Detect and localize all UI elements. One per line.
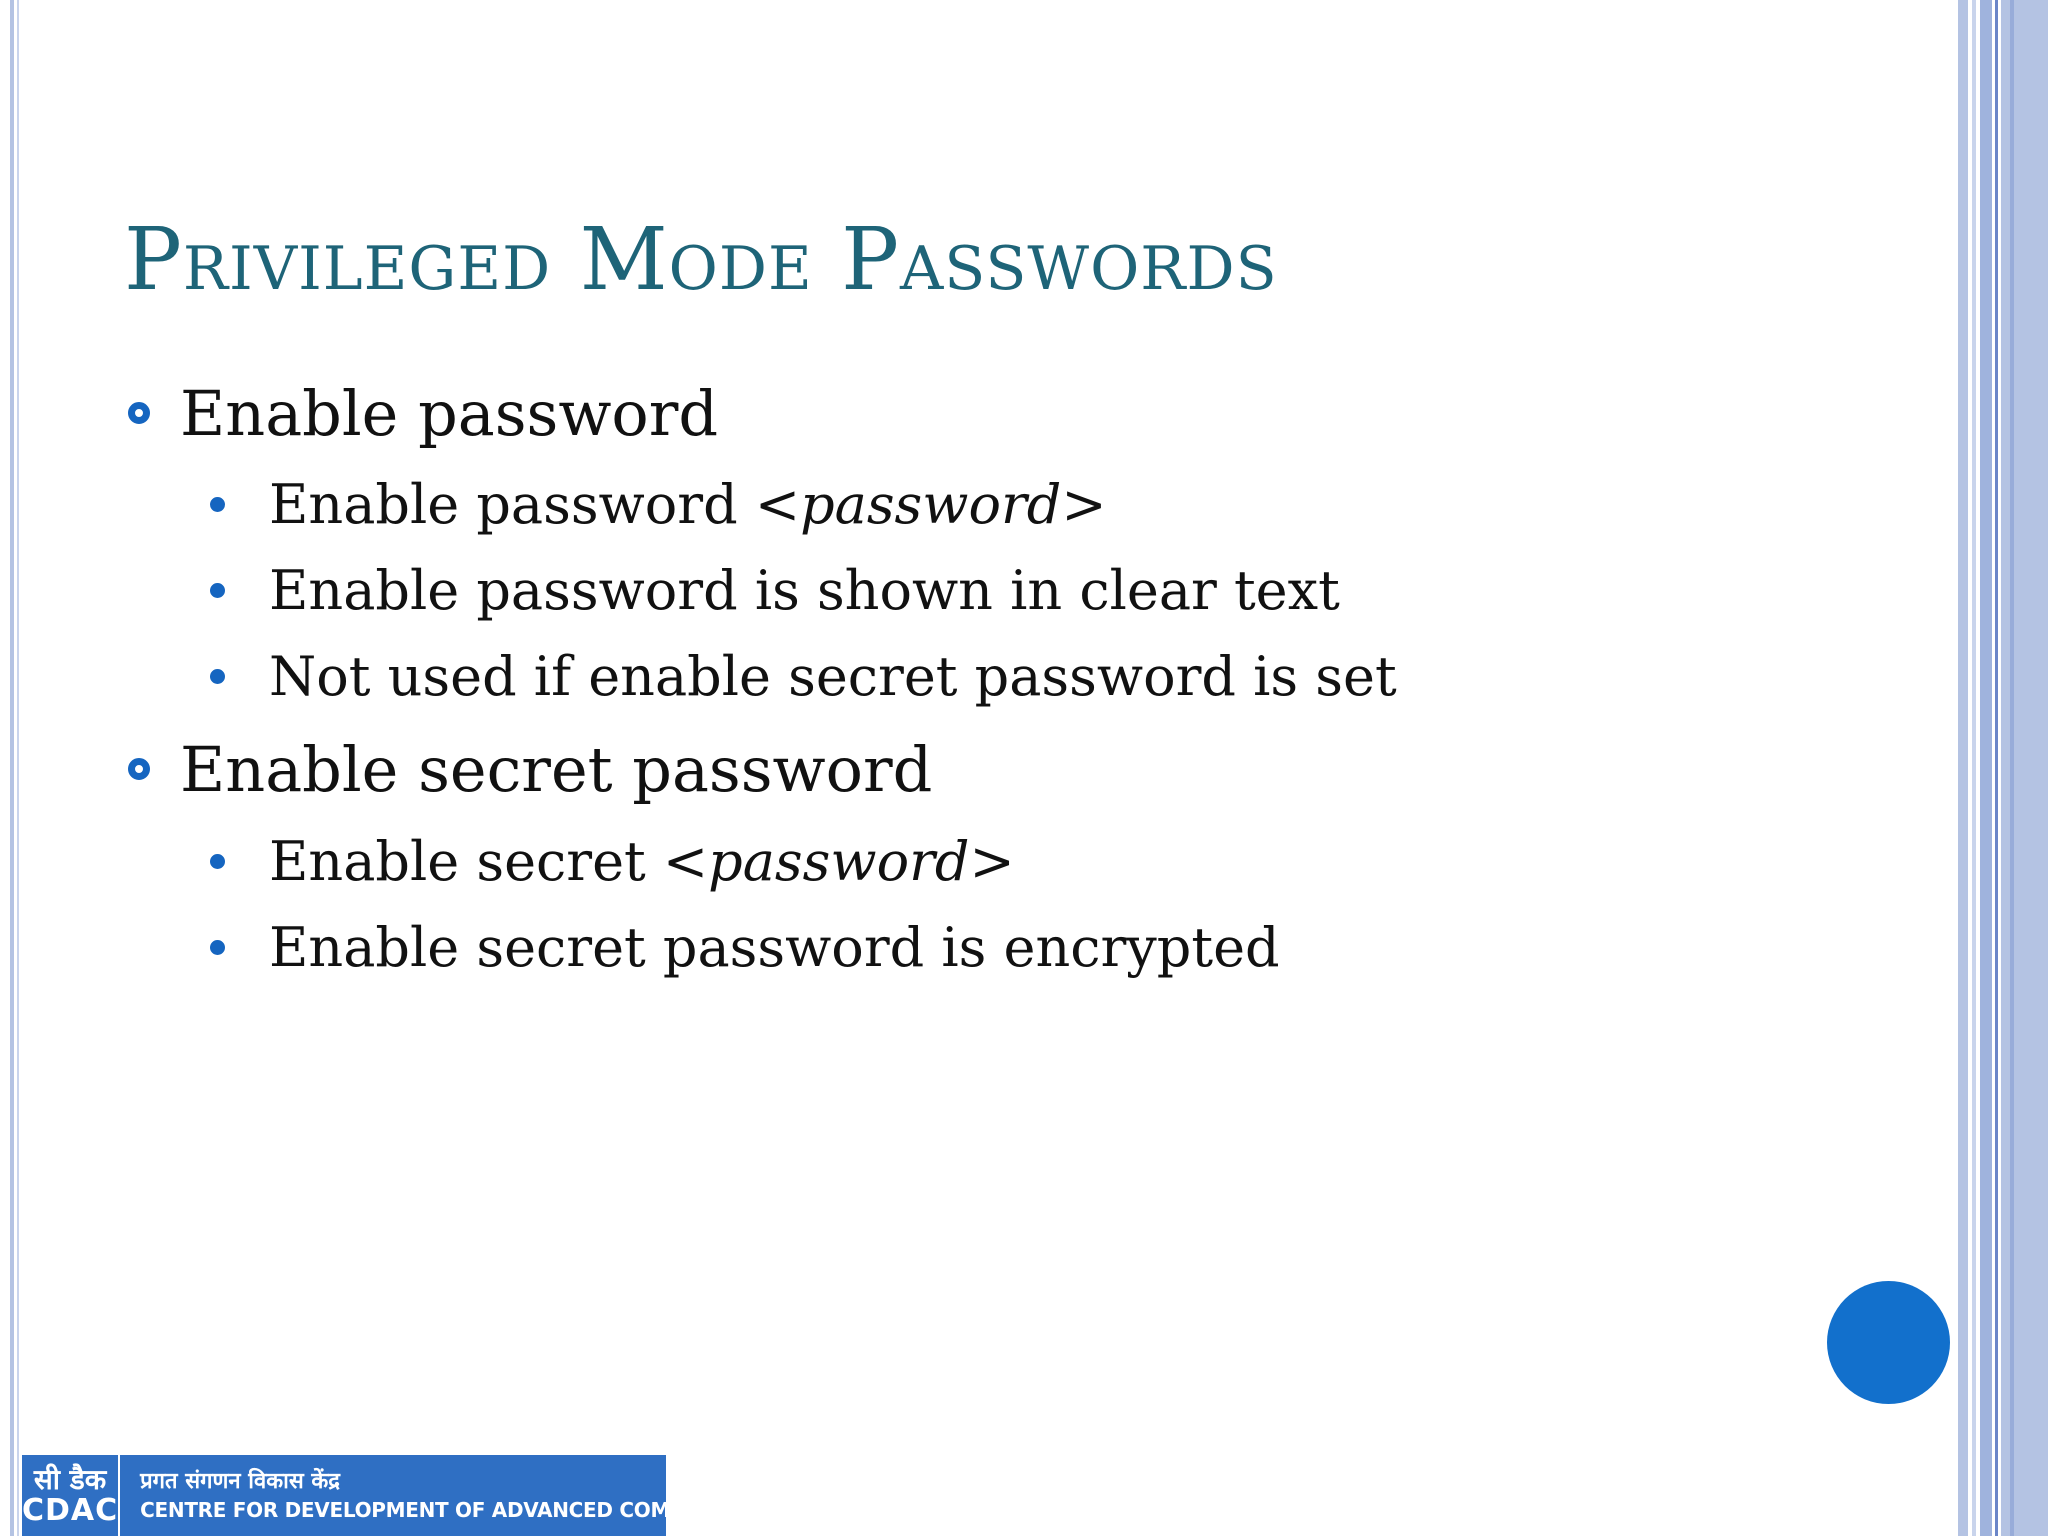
hollow-circle-bullet-icon (128, 758, 150, 780)
sub-bullet (210, 469, 1107, 539)
bullet-enable-password (128, 373, 718, 453)
sub-bullet-text: Enable password is shown in clear text (269, 558, 1340, 622)
cdac-logo-banner (22, 1455, 754, 1536)
sub-bullet-text: Enable secret <password> (269, 829, 1015, 893)
sub-bullet-text: Enable password <password> (269, 472, 1107, 536)
sub-bullet (210, 555, 1340, 625)
left-border-stripe (10, 0, 14, 1536)
filled-dot-bullet-icon (210, 497, 225, 512)
bullet-enable-secret-password (128, 729, 932, 809)
filled-dot-bullet-icon (210, 854, 225, 869)
filled-dot-bullet-icon (210, 669, 225, 684)
right-border-stripe (2001, 0, 2048, 1536)
sub-bullet-text: Enable secret password is encrypted (269, 915, 1280, 979)
sub-bullet-text: Not used if enable secret password is set (269, 644, 1397, 708)
right-border-stripe (2010, 0, 2014, 1536)
sub-bullet (210, 912, 1280, 982)
logo-mark-hindi: सी डैक (33, 1462, 107, 1496)
right-border-stripe (1995, 0, 1998, 1536)
right-border-stripe (1972, 0, 1976, 1536)
filled-dot-bullet-icon (210, 940, 225, 955)
hollow-circle-bullet-icon (128, 402, 150, 424)
bullet-heading: Enable password (180, 376, 719, 450)
logo-mark-english: CDAC (22, 1492, 119, 1528)
sub-bullet (210, 641, 1397, 711)
slide-title: Privileged Mode Passwords (124, 210, 1278, 310)
logo-name-hindi: प्रगत संगणन विकास केंद्र (140, 1468, 340, 1494)
logo-text (120, 1455, 753, 1536)
logo-name-english: CENTRE FOR DEVELOPMENT OF ADVANCED COMPUTING (140, 1497, 754, 1522)
bullet-heading: Enable secret password (180, 732, 933, 806)
filled-dot-bullet-icon (210, 583, 225, 598)
right-border-stripe (1980, 0, 1992, 1536)
circle-nav-icon[interactable] (1827, 1281, 1950, 1404)
sub-bullet (210, 826, 1015, 896)
right-border-stripe (1958, 0, 1968, 1536)
cdac-logo-icon (22, 1455, 120, 1536)
left-border-stripe (17, 0, 19, 1536)
